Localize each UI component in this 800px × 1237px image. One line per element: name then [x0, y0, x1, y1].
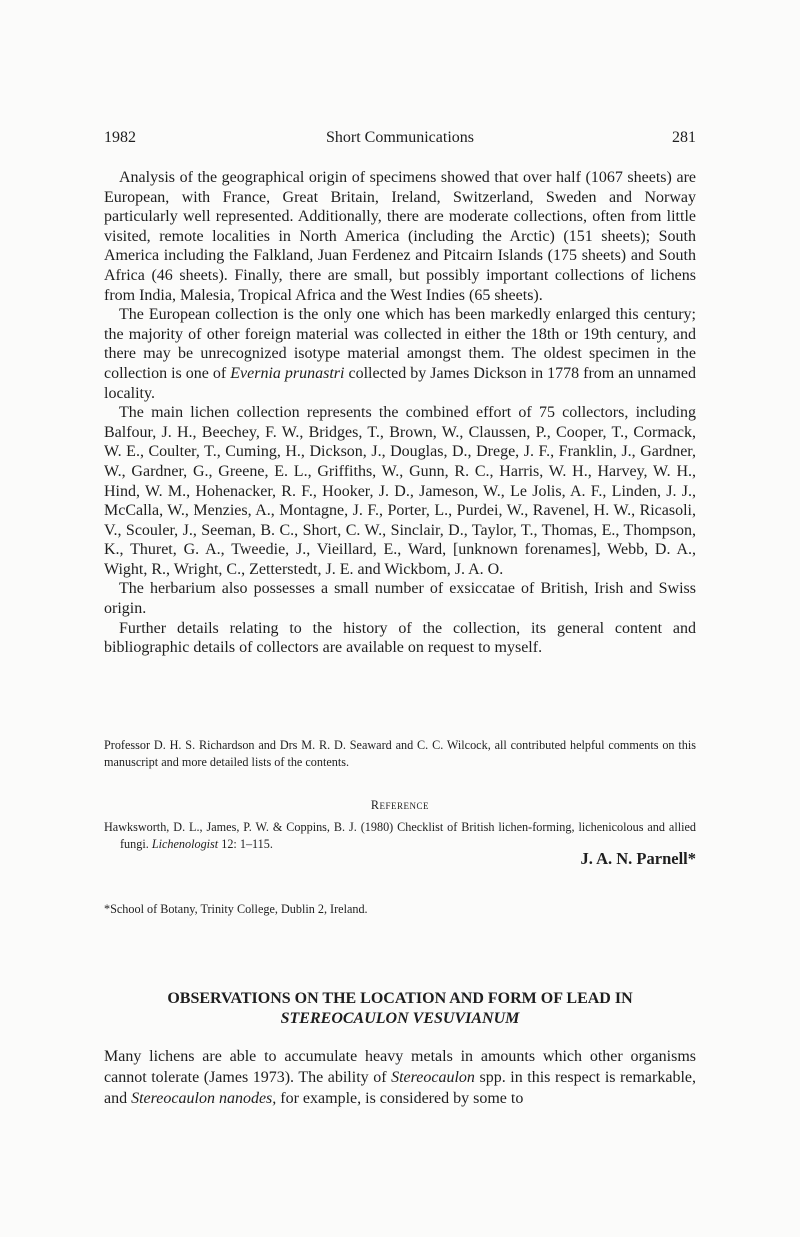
- journal-name: Lichenologist: [151, 837, 219, 851]
- next-article-title: [104, 989, 696, 1029]
- paragraph-exsiccatae: The herbarium also possesses a small number of exsiccatae of British, Irish and Swiss origin.: [104, 580, 696, 618]
- header-page-number: 281: [672, 129, 696, 146]
- reference-volume: 12: 1–115.: [218, 837, 273, 851]
- species-name: Stereocaulon nanodes,: [131, 1090, 277, 1107]
- paragraph-text: spp. in this respect is remarkable, and: [104, 1069, 697, 1107]
- title-line-2: STEREOCAULON VESUVIANUM: [280, 1010, 520, 1027]
- paragraph-geographic-origin: Analysis of the geographical origin of specimens showed that over half (1067 sheets) are European, with France, Great Britain, Ireland, Switzerland, Sweden and Norway particularly well represented. Additionally, there are moderate collections, often from little visited, remote localities in North America (including the Arctic) (151 sheets); South America including the Falkland, Juan Ferdenez and Pitcairn Islands (175 sheets) and South Africa (46 sheets). Finally, there are small, but possibly important collections of lichens from India, Malesia, Tropical Africa and the West Indies (65 sheets).: [104, 169, 696, 304]
- genus-name: Stereocaulon: [391, 1069, 475, 1086]
- reference-heading: Reference: [370, 798, 430, 812]
- title-line-1: OBSERVATIONS ON THE LOCATION AND FORM OF LEAD IN: [167, 990, 633, 1007]
- author-footnote: *School of Botany, Trinity College, Dublin 2, Ireland.: [104, 902, 368, 916]
- author-name: J. A. N. Parnell*: [580, 849, 696, 868]
- paragraph-text: The European collection is the only one which has been markedly enlarged this century; the majority of other foreign material was collected in either the 18th or 19th century, and there may be unrecognized isotype material amongst them. The oldest specimen in the collection is one of: [104, 306, 696, 382]
- paragraph-further-details: Further details relating to the history of the collection, its general content and bibliographic details of collectors are available on request to myself.: [104, 619, 696, 657]
- reference-entry: [104, 819, 696, 853]
- next-article-body: [104, 1046, 696, 1109]
- paragraph-collectors: The main lichen collection represents the combined effort of 75 collectors, including Balfour, J. H., Beechey, F. W., Bridges, T., Brown, W., Claussen, P., Cooper, T., Cormack, W. E., Coulter, T., Cuming, H., Dickson, J., Douglas, D., Drege, J. F., Franklin, J., Gardner, W., Gardner, G., Greene, E. L., Griffiths, W., Gunn, R. C., Harris, W. H., Harvey, W. H., Hind, W. M., Hohenacker, R. F., Hooker, J. D., Jameson, W., Le Jolis, A. F., Linden, J. J., McCalla, W., Menzies, A., Montagne, J. F., Porter, L., Purdei, W., Ravenel, H. W., Ricasoli, V., Scouler, J., Seeman, B. C., Short, C. W., Sinclair, D., Taylor, T., Thomas, E., Thompson, K., Thuret, G. A., Tweedie, J., Vieillard, E., Ward, [unknown forenames], Webb, D. A., Wight, R., Wright, C., Zetterstedt, J. E. and Wickbom, J. A. O.: [104, 404, 696, 578]
- species-name: Evernia prunastri: [230, 364, 345, 382]
- acknowledgement: Professor D. H. S. Richardson and Drs M. R. D. Seaward and C. C. Wilcock, all contributed helpful comments on this manuscript and more detailed lists of the contents.: [104, 738, 696, 769]
- article-body: [104, 168, 696, 658]
- paragraph-text: Many lichens are able to accumulate heavy metals in amounts which other organisms cannot tolerate (James 1973). The ability of: [104, 1048, 696, 1086]
- reference-text: Hawksworth, D. L., James, P. W. & Coppins, B. J. (1980) Checklist of British lichen-forming, lichenicolous and allied fungi.: [104, 820, 696, 851]
- paragraph-text: collected by James Dickson in 1778 from an unnamed locality.: [104, 364, 697, 402]
- header-year: 1982: [104, 129, 136, 146]
- paragraph-european-collection: [104, 305, 696, 403]
- header-section-title: Short Communications: [326, 129, 474, 146]
- paragraph-text: for example, is considered by some to: [276, 1090, 524, 1107]
